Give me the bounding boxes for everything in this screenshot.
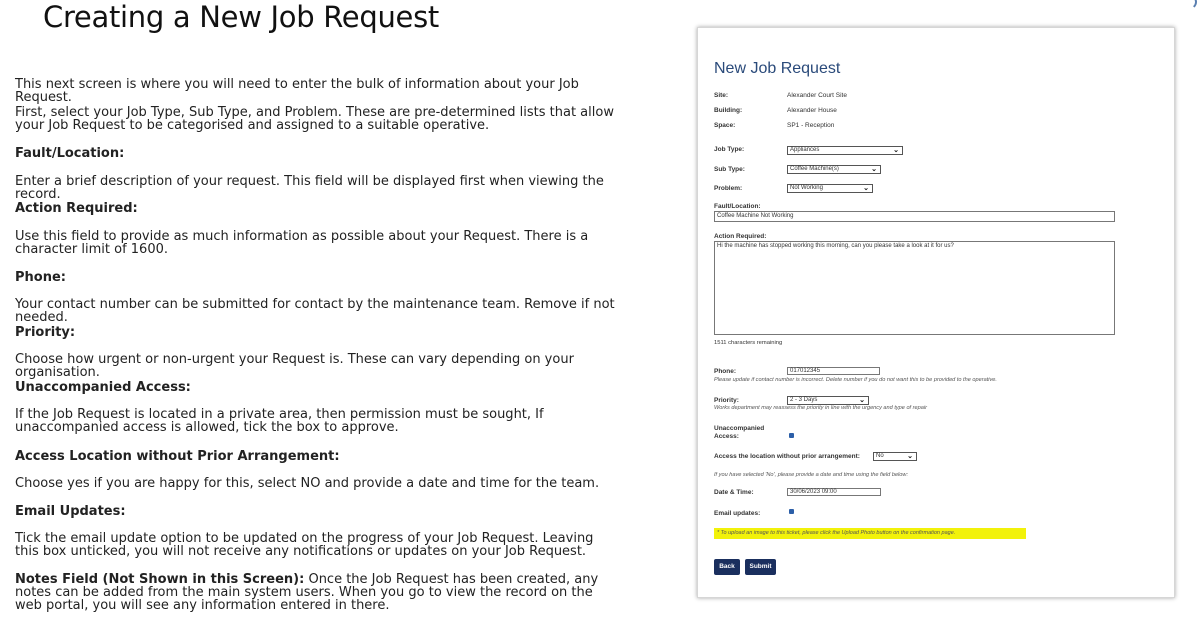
access-location-body: Choose yes if you are happy for this, select NO and provide a date and time for the team. [15, 476, 600, 491]
phone-heading: Phone: [15, 270, 66, 285]
site-value: Alexander Court Site [787, 92, 847, 99]
email-updates-label: Email updates: [714, 510, 761, 517]
notes-paragraph [15, 573, 615, 612]
fault-location-label: Fault/Location: [714, 203, 761, 210]
fault-heading: Fault/Location: [15, 146, 125, 161]
space-value: SP1 - Reception [787, 122, 835, 129]
notes-body: Once the Job Request has been created, any notes can be added from the main system users. When you go to view the record on the web portal, you will see any information entered in there. [15, 572, 599, 613]
chevron-down-icon: ⌄ [907, 453, 913, 460]
problem-select[interactable] [787, 184, 873, 193]
unaccompanied-checkbox[interactable] [789, 433, 794, 438]
chevron-down-icon: ⌄ [893, 147, 899, 154]
sub-type-label: Sub Type: [714, 166, 745, 173]
access-location-value: No [876, 453, 884, 459]
chevron-down-icon: ⌄ [859, 397, 865, 404]
access-location-select[interactable] [873, 452, 917, 461]
phone-body: Your contact number can be submitted for contact by the maintenance team. Remove if not needed. [15, 297, 615, 325]
unaccompanied-label-line1: Unaccompanied [714, 425, 765, 432]
priority-label: Priority: [714, 397, 739, 404]
access-hint: If you have selected 'No', please provide a date and time using the field below: [714, 472, 908, 478]
sub-type-value: Coffee Machine(s) [790, 166, 839, 172]
corner-logo-icon [1179, 0, 1197, 10]
priority-value: 2 - 3 Days [790, 397, 818, 403]
email-heading: Email Updates: [15, 504, 126, 519]
phone-hint: Please update if contact number is incorrect. Delete number if you do not want this to be provided to the operative. [714, 377, 997, 383]
access-location-label: Access the location without prior arrangement: [714, 453, 860, 460]
back-button[interactable]: Back [714, 559, 740, 575]
form-title: New Job Request [714, 60, 841, 77]
notes-heading: Notes Field (Not Shown in this Screen): [15, 572, 305, 587]
unaccompanied-body: If the Job Request is located in a private area, then permission must be sought, If unaccompanied access is allowed, tick the box to approve. [15, 407, 544, 435]
unaccompanied-heading: Unaccompanied Access: [15, 380, 191, 395]
job-type-value: Appliances [790, 147, 820, 153]
sub-type-select[interactable] [787, 165, 881, 174]
intro-text: This next screen is where you will need to enter the bulk of information about your Job Request. [15, 77, 579, 105]
date-time-label: Date & Time: [714, 489, 754, 496]
action-required-textarea[interactable]: Hi the machine has stopped working this morning, can you please take a look at it for us? [714, 241, 1115, 335]
fault-body: Enter a brief description of your request. This field will be displayed first when viewing the record. [15, 174, 604, 202]
phone-label: Phone: [714, 368, 737, 375]
email-updates-checkbox[interactable] [789, 509, 794, 514]
problem-label: Problem: [714, 185, 743, 192]
new-job-request-form [697, 27, 1175, 598]
building-value: Alexander House [787, 107, 837, 114]
action-required-label: Action Required: [714, 233, 767, 240]
first-text: First, select your Job Type, Sub Type, and Problem. These are pre-determined lists that allow your Job Request to be categorised and assigned to a suitable operative. [15, 105, 614, 133]
submit-button[interactable]: Submit [745, 559, 776, 575]
job-type-label: Job Type: [714, 146, 745, 153]
access-location-heading: Access Location without Prior Arrangement: [15, 449, 340, 464]
priority-select[interactable] [787, 396, 869, 405]
fault-location-input[interactable]: Coffee Machine Not Working [714, 211, 1115, 222]
chevron-down-icon: ⌄ [863, 185, 869, 192]
chevron-down-icon: ⌄ [871, 166, 877, 173]
action-heading: Action Required: [15, 201, 138, 216]
job-type-select[interactable] [787, 146, 903, 155]
site-label: Site: [714, 92, 729, 99]
building-label: Building: [714, 107, 743, 114]
upload-photo-note: * To upload an image to this ticket, please click the Upload Photo button on the confirmation page. [714, 528, 1026, 539]
priority-heading: Priority: [15, 325, 76, 340]
email-body: Tick the email update option to be updated on the progress of your Job Request. Leaving this box unticked, you will not receive any notifications or updates on your Job Request. [15, 531, 594, 559]
problem-value: Not Working [790, 185, 823, 191]
unaccompanied-label-line2: Access: [714, 433, 739, 440]
space-label: Space: [714, 122, 736, 129]
priority-hint: Works department may reassess the priority in line with the urgency and type of repair [714, 405, 927, 411]
phone-input[interactable]: 017012345 [787, 367, 880, 375]
characters-remaining: 1511 characters remaining [714, 340, 783, 346]
page-title: Creating a New Job Request [43, 0, 439, 34]
date-time-input[interactable]: 30/06/2023 09:00 [787, 488, 881, 496]
action-body: Use this field to provide as much information as possible about your Request. There is a character limit of 1600. [15, 229, 589, 257]
priority-body: Choose how urgent or non-urgent your Request is. These can vary depending on your organisation. [15, 352, 574, 380]
